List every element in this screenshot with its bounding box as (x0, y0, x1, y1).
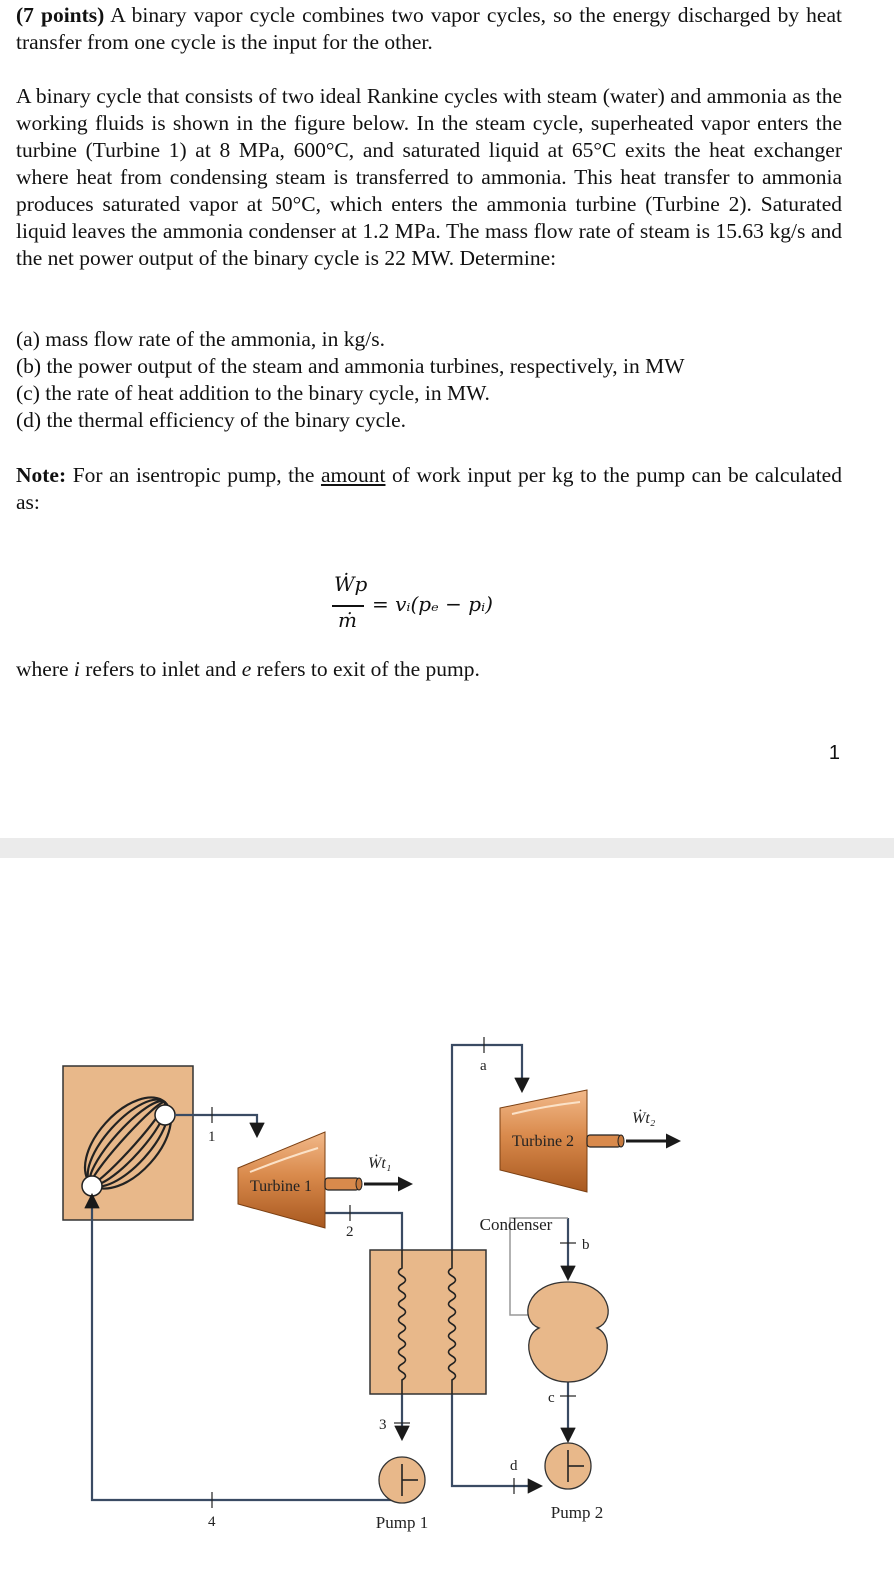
state-1-label: 1 (208, 1129, 216, 1145)
formula-rhs: = vᵢ(pₑ − pᵢ) (372, 592, 493, 616)
where-symbol-i: i (73, 657, 80, 681)
pipe-2 (325, 1213, 402, 1250)
question-c: (c) the rate of heat addition to the binary cycle, in MW. (16, 381, 490, 405)
description-paragraph: A binary cycle that consists of two ideal Rankine cycles with steam (water) and ammonia as the working fluids is shown in the figure below. In the steam cycle, superheated vapor enters the turbine (Turbine 1) at 8 MPa, 600°C, and saturated liquid at 65°C exits the heat exchanger where heat from condensing steam is transferred to ammonia. This heat transfer to ammonia produces saturated vapor at 50°C, which enters the ammonia turbine (Turbine 2). Saturated liquid leaves the ammonia condenser at 1.2 MPa. The mass flow rate of steam is 15.63 kg/s and the net power output of the binary cycle is 22 MW. Determine: (16, 84, 842, 270)
note-text-1: For an isentropic pump, the (66, 463, 321, 487)
where-text-1: where (16, 657, 74, 681)
heat-exchanger (370, 1250, 486, 1394)
boiler-outlet-node (155, 1105, 175, 1125)
state-d-label: d (510, 1458, 518, 1474)
note-text-2: of work input per kg to the pump can be calculated as: (16, 463, 842, 514)
question-list (16, 326, 842, 434)
page-separator (0, 838, 894, 858)
formula-denominator: ṁ (338, 608, 357, 632)
turbine-2 (500, 1090, 624, 1192)
pipe-d (452, 1394, 540, 1486)
page-2 (0, 858, 894, 1596)
pump-work-formula (330, 572, 630, 642)
turbine-1-shaft (325, 1178, 359, 1190)
turbine-2-shaft (587, 1135, 621, 1147)
state-a-label: a (480, 1058, 487, 1074)
note-paragraph (16, 462, 842, 516)
points-label: (7 points) (16, 3, 105, 27)
binary-cycle-diagram (0, 858, 894, 1596)
question-a: (a) mass flow rate of the ammonia, in kg/s. (16, 327, 385, 351)
turbine-2-label: Turbine 2 (511, 1133, 575, 1150)
where-text-3: refers to exit of the pump. (251, 657, 480, 681)
state-2-label: 2 (346, 1224, 354, 1240)
state-b-label: b (582, 1237, 590, 1253)
pump-1 (376, 1457, 428, 1532)
question-b: (b) the power output of the steam and ammonia turbines, respectively, in MW (16, 354, 685, 378)
intro-paragraph (16, 2, 842, 56)
work-t1-label: Ẇt₁ (368, 1155, 392, 1172)
pump-2-label: Pump 2 (550, 1503, 604, 1522)
boiler-inlet-node (82, 1176, 102, 1196)
formula-numerator: Ẇp (334, 572, 368, 596)
pump-2 (545, 1443, 603, 1522)
state-3-label: 3 (379, 1417, 387, 1433)
question-d: (d) the thermal efficiency of the binary cycle. (16, 408, 407, 432)
turbine-1-label: Turbine 1 (249, 1178, 313, 1195)
pipe-4 (92, 1196, 395, 1500)
work-t2-label: Ẇt₂ (632, 1110, 656, 1127)
pump-1-label: Pump 1 (375, 1513, 429, 1532)
where-paragraph (16, 656, 842, 683)
note-underlined-word: amount (320, 463, 386, 487)
condenser-label: Condenser (479, 1215, 553, 1234)
boiler (63, 1066, 193, 1220)
note-label: Note: (16, 463, 67, 487)
where-text-2: refers to inlet and (79, 657, 242, 681)
state-c-label: c (548, 1390, 555, 1406)
where-symbol-e: e (241, 657, 252, 681)
intro-text: A binary vapor cycle combines two vapor cycles, so the energy discharged by heat transfer from one cycle is the input for the other. (16, 3, 842, 54)
formula-fraction-bar (332, 605, 364, 607)
page-number: 1 (828, 742, 840, 764)
state-4-label: 4 (208, 1514, 216, 1530)
